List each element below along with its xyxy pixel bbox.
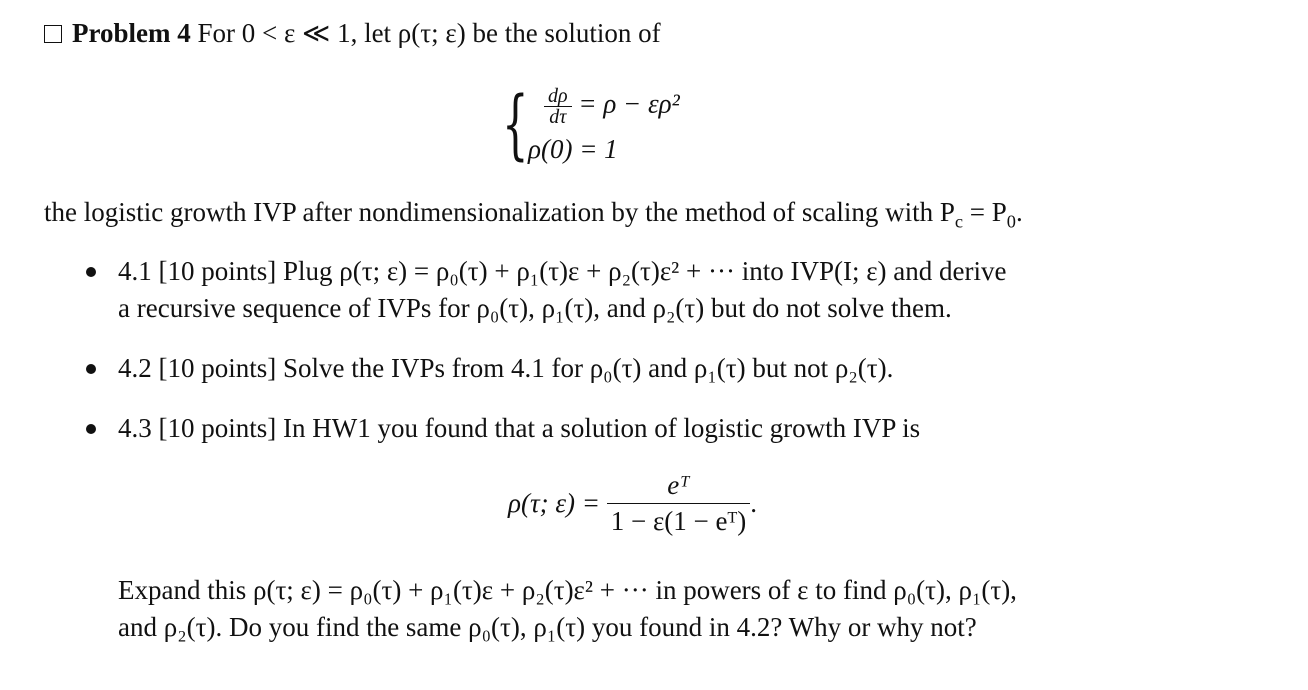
problem-intro: For 0 < ε ≪ 1, let ρ(τ; ε) be the solution of: [197, 18, 661, 48]
description-text: the logistic growth IVP after nondimensionalization by the method of scaling with P: [44, 197, 955, 227]
left-brace-icon: {: [502, 79, 529, 168]
expand-line1: Expand this ρ(τ; ε) = ρ₀(τ) + ρ₁(τ)ε + ρ₂(τ)ε² + ··· in powers of ε to find ρ₀(τ), ρ₁(τ),: [118, 575, 1017, 605]
item-4-2-line1: 4.2 [10 points] Solve the IVPs from 4.1 for ρ₀(τ) and ρ₁(τ) but not ρ₂(τ).: [118, 353, 894, 383]
item-4-3-line1: 4.3 [10 points] In HW1 you found that a solution of logistic growth IVP is: [118, 413, 921, 443]
checkbox-icon: [44, 25, 62, 43]
description-sub-c: c: [954, 211, 963, 232]
item-4-1-line1: 4.1 [10 points] Plug ρ(τ; ε) = ρ₀(τ) + ρ₁(τ)ε + ρ₂(τ)ε² + ··· into IVP(I; ε) and derive: [118, 256, 1007, 286]
formula-lhs: ρ(τ; ε) =: [508, 488, 600, 518]
description-eq: = P: [963, 197, 1007, 227]
description-sub-0: 0: [1006, 211, 1016, 232]
formula-fraction: [607, 472, 751, 535]
bullet-icon: [86, 267, 96, 277]
formula-end: .: [750, 488, 758, 518]
formula: [508, 472, 757, 535]
description-line: [44, 197, 1023, 232]
description-end: .: [1015, 197, 1023, 227]
problem-header: [44, 20, 661, 47]
bullet-icon: [86, 364, 96, 374]
ode-equation: [544, 86, 680, 127]
derivative-numerator: dρ: [548, 85, 568, 107]
bullet-icon: [86, 424, 96, 434]
derivative-denominator: dτ: [544, 106, 572, 127]
item-4-1-line2: a recursive sequence of IVPs for ρ₀(τ), ρ₁(τ), and ρ₂(τ) but do not solve them.: [118, 293, 952, 323]
expand-line2: and ρ₂(τ). Do you find the same ρ₀(τ), ρ₁(τ) you found in 4.2? Why or why not?: [118, 612, 977, 642]
ode-rhs: = ρ − ερ²: [578, 88, 680, 119]
initial-condition: ρ(0) = 1: [528, 134, 618, 164]
formula-numerator: eᵀ: [667, 470, 690, 500]
formula-denominator: 1 − ε(1 − eᵀ): [607, 503, 751, 535]
problem-label: Problem 4: [72, 18, 191, 48]
derivative-fraction: [544, 86, 572, 127]
